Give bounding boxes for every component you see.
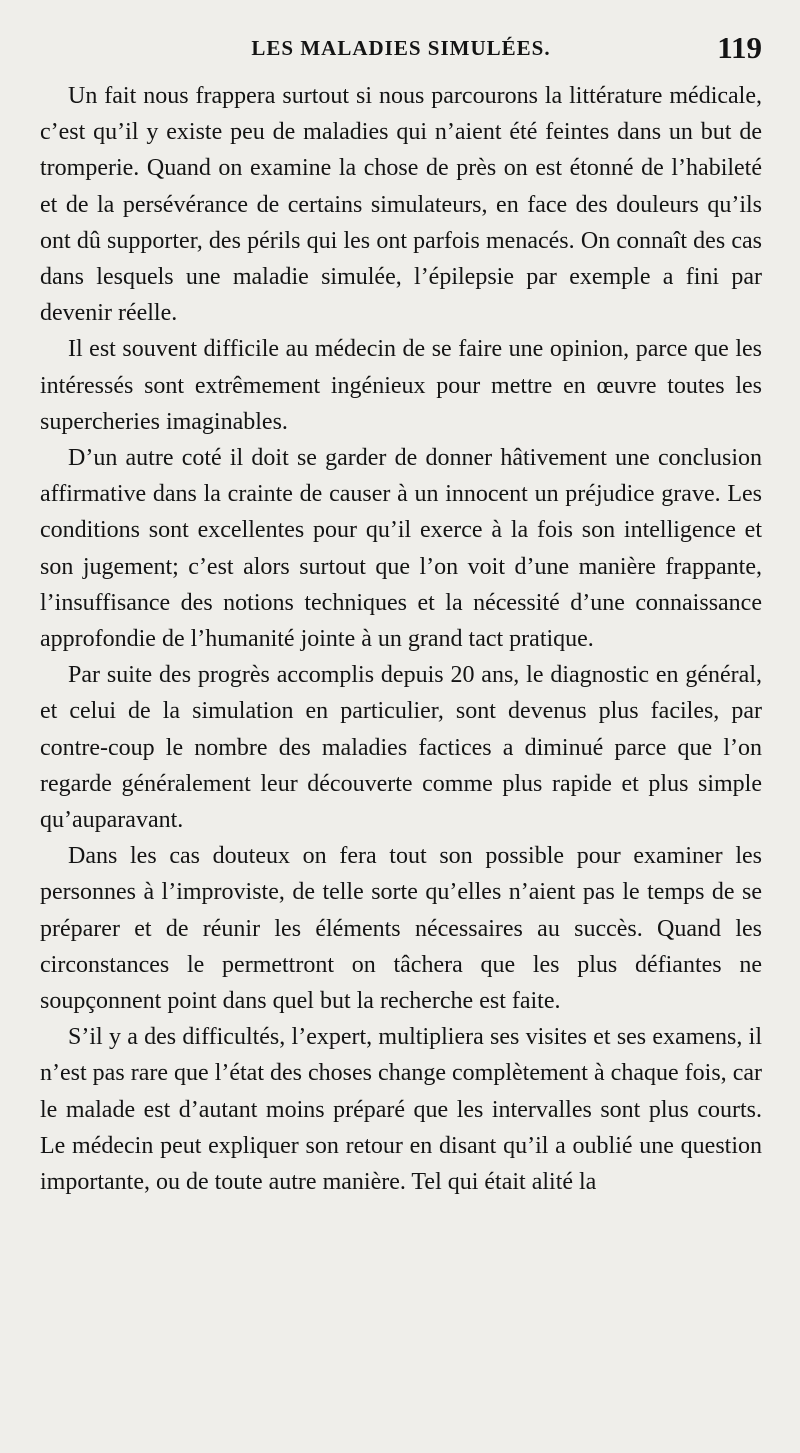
paragraph-3: D’un autre coté il doit se garder de donner hâtivement une conclusion affirmative dans la crainte de causer à un innocent un préjudice grave. Les conditions sont excellentes pour qu’il exerce à la fois son intelligence et son jugement; c’est alors surtout que l’on voit d’une manière frappante, l’insuffisance des notions techniques et la nécessité d’une connaissance approfondie de l’humanité jointe à un grand tact pratique. — [40, 445, 762, 653]
running-title: LES MALADIES SIMULÉES. — [251, 36, 551, 60]
running-head — [40, 30, 762, 70]
paragraph-2: Il est souvent difficile au médecin de se faire une opinion, parce que les intéressés sont extrêmement ingénieux pour mettre en œuvre toutes les supercheries imaginables. — [40, 336, 762, 435]
paragraph-5: Dans les cas douteux on fera tout son possible pour examiner les personnes à l’improviste, de telle sorte qu’elles n’aient pas le temps de se préparer et de réunir les éléments nécessaires au succès. Quand les circonstances le permettront on tâchera que les plus défiantes ne soupçonnent point dans quel but la recherche est faite. — [40, 843, 762, 1015]
body-text — [40, 78, 762, 1200]
paragraph-6: S’il y a des difficultés, l’expert, multipliera ses visites et ses examens, il n’est pas rare que l’état des choses change complètement à chaque fois, car le malade est d’autant moins préparé que les intervalles sont plus courts. Le médecin peut expliquer son retour en disant qu’il a oublié une question importante, ou de toute autre manière. Tel qui était alité la — [40, 1024, 762, 1196]
paragraph-1: Un fait nous frappera surtout si nous parcourons la littérature médicale, c’est qu’il y existe peu de maladies qui n’aient été feintes dans un but de tromperie. Quand on examine la chose de près on est étonné de l’habileté et de la persévérance de certains simulateurs, en face des douleurs qu’ils ont dû supporter, des périls qui les ont parfois menacés. On connaît des cas dans lesquels une maladie simulée, l’épilepsie par exemple a fini par devenir réelle. — [40, 83, 762, 327]
page-number: 119 — [717, 30, 762, 65]
paragraph-4: Par suite des progrès accomplis depuis 20 ans, le diagnostic en général, et celui de la simulation en particulier, sont devenus plus faciles, par contre-coup le nombre des maladies factices a diminué parce que l’on regarde généralement leur découverte comme plus rapide et plus simple qu’auparavant. — [40, 662, 762, 834]
